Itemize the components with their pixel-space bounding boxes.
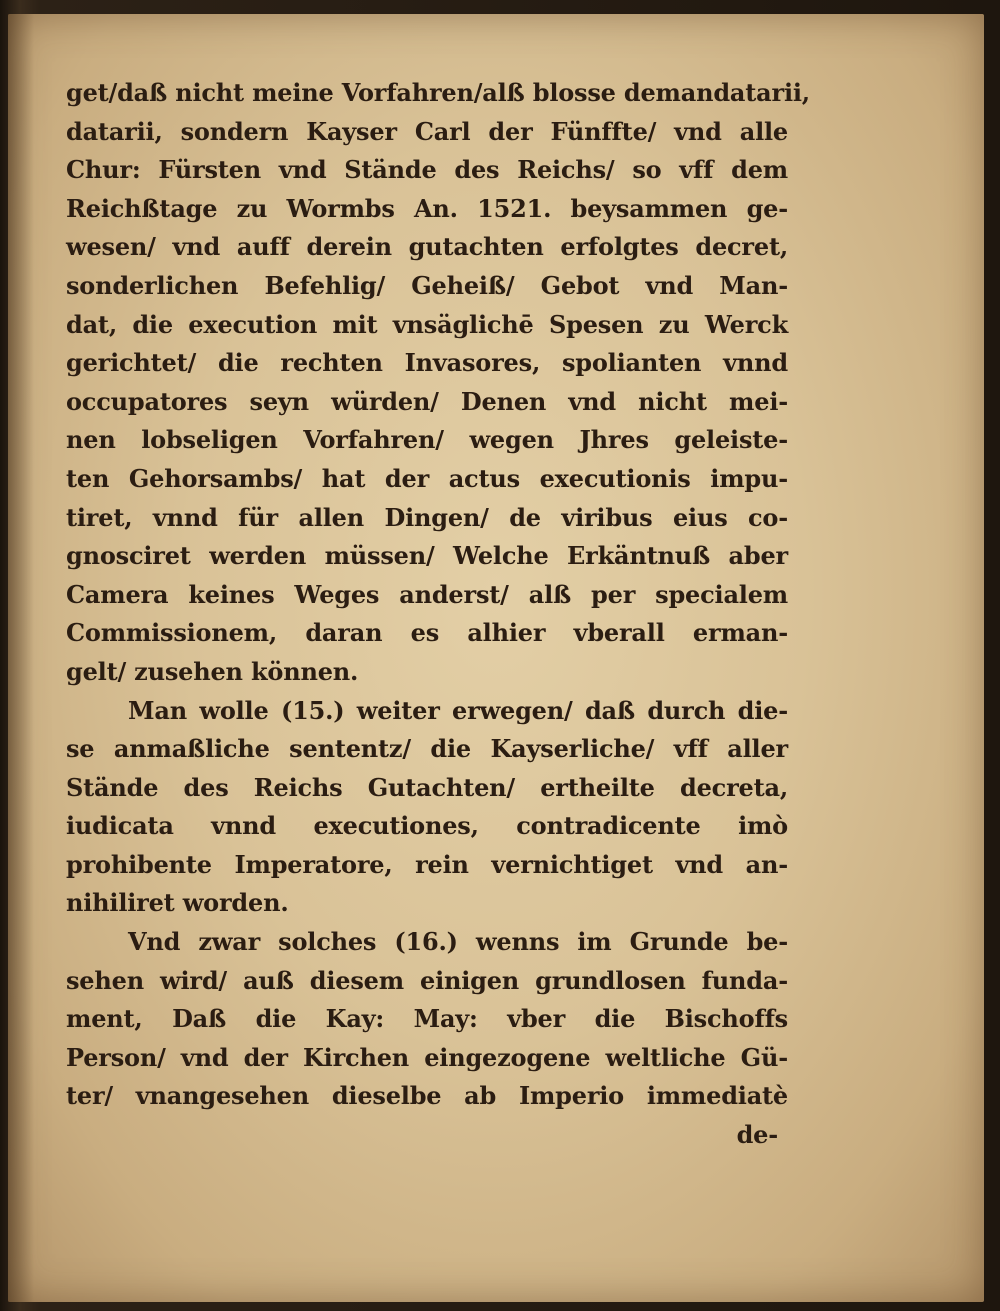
text-line: dat, die execution mit vnsäglichē Spesen zu Werck	[66, 309, 788, 339]
text-line: prohibente Imperatore, rein vernichtiget vnd an-	[66, 849, 788, 879]
text-line: iudicata vnnd executiones, contradicente imò	[66, 811, 788, 841]
text-line: sonderlichen Befehlig/ Geheiß/ Gebot vnd Man-	[66, 270, 788, 300]
text-line: ment, Daß die Kay: May: vber die Bischoffs	[66, 1004, 788, 1034]
text-line: get/daß nicht meine Vorfahren/alß blosse demandatarii,	[66, 78, 810, 107]
catchword: de-	[736, 1120, 778, 1150]
text-line: sehen wird/ auß diesem einigen grundlosen funda-	[66, 965, 788, 995]
paragraph-end-line: gelt/ zusehen können.	[66, 656, 359, 686]
text-line: gnosciret werden müssen/ Welche Erkäntnuß aber	[66, 541, 788, 571]
text-line: nen lobseligen Vorfahren/ wegen Jhres geleiste-	[66, 425, 788, 455]
text-line: tiret, vnnd für allen Dingen/ de viribus eius co-	[66, 502, 788, 532]
text-line: Camera keines Weges anderst/ alß per specialem	[66, 579, 788, 609]
text-line: Chur: Fürsten vnd Stände des Reichs/ so vff dem	[66, 155, 788, 185]
text-line: gerichtet/ die rechten Invasores, spolianten vnnd	[66, 348, 788, 378]
paragraph-end-line: nihiliret worden.	[66, 888, 289, 918]
text-line: Reichßtage zu Wormbs An. 1521. beysammen ge-	[66, 193, 788, 223]
text-line: occupatores seyn würden/ Denen vnd nicht mei-	[66, 386, 788, 416]
paragraph-start-line: Man wolle (15.) weiter erwegen/ daß durch die-	[128, 695, 788, 725]
text-line: datarii, sondern Kayser Carl der Fünffte/ vnd alle	[66, 116, 788, 146]
book-page	[8, 14, 984, 1302]
text-line: se anmaßliche sententz/ die Kayserliche/ vff aller	[66, 734, 788, 764]
text-line: Stände des Reichs Gutachten/ ertheilte decreta,	[66, 772, 788, 802]
text-line: Commissionem, daran es alhier vberall erman-	[66, 618, 788, 648]
text-line: wesen/ vnd auff derein gutachten erfolgtes decret,	[66, 232, 788, 262]
text-line: Person/ vnd der Kirchen eingezogene weltliche Gü-	[66, 1042, 788, 1072]
text-line: ten Gehorsambs/ hat der actus executionis impu-	[66, 463, 788, 493]
page-text	[66, 74, 810, 1155]
paragraph-start-line: Vnd zwar solches (16.) wenns im Grunde be-	[128, 927, 788, 957]
text-line: ter/ vnangesehen dieselbe ab Imperio immediatè	[66, 1081, 788, 1111]
